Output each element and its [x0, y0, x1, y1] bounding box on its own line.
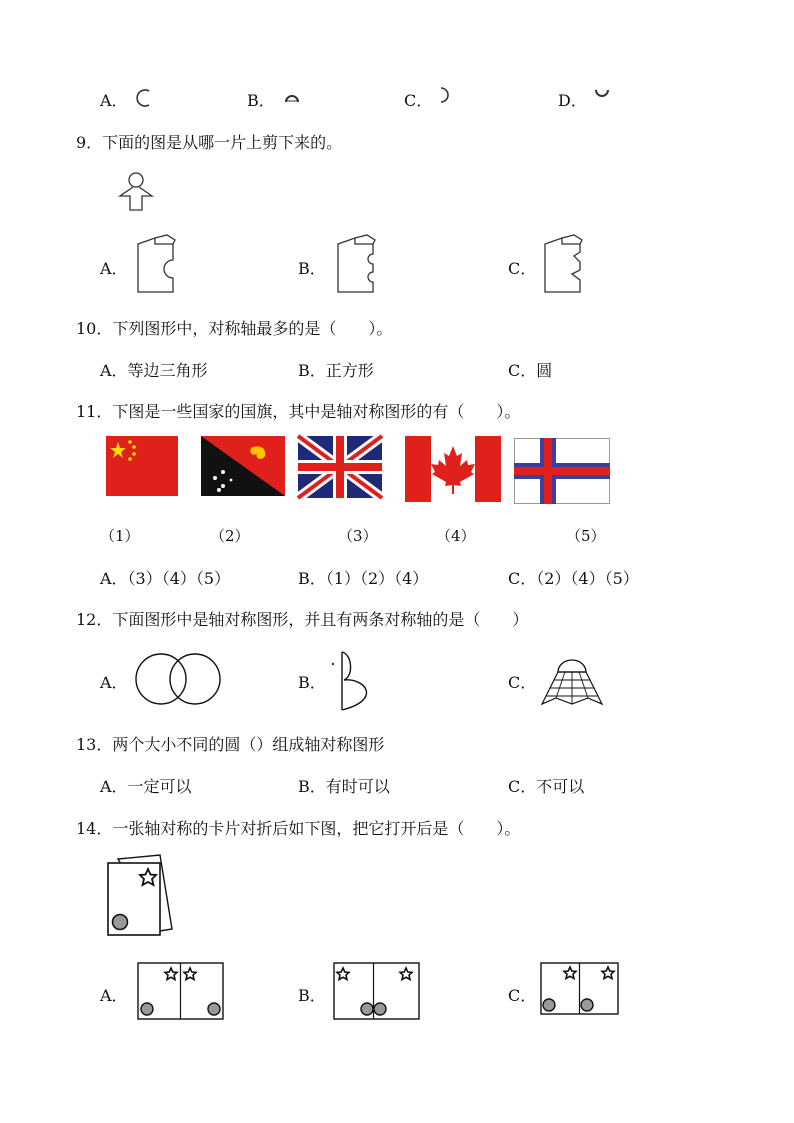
folded-paper-a-figure	[133, 234, 181, 296]
q12-option-a[interactable]: A．	[100, 673, 128, 692]
flag-label-1: （1）	[100, 527, 140, 545]
flag-canada-image	[405, 436, 501, 502]
q14-stem: 14．一张轴对称的卡片对折后如下图，把它打开后是（ ）。	[76, 819, 521, 838]
flag-label-4: （4）	[436, 527, 476, 545]
q8-option-d[interactable]: D．	[558, 91, 587, 110]
paper-doll-cutout-figure	[118, 172, 154, 212]
letter-b-shape-figure	[330, 650, 380, 714]
open-card-c-figure	[540, 962, 620, 1016]
arch-shape-icon	[284, 90, 300, 104]
shuttlecock-figure	[540, 652, 604, 706]
q9-option-a[interactable]: A．	[100, 259, 128, 278]
q10-option-c[interactable]: C．圆	[508, 361, 553, 380]
q8-option-a[interactable]: A．	[100, 91, 128, 110]
flag-papua-new-guinea-image	[201, 436, 285, 496]
q14-option-c[interactable]: C．	[508, 986, 537, 1005]
q12-stem: 12．下面图形中是轴对称图形，并且有两条对称轴的是（ ）	[76, 610, 529, 629]
q11-option-b[interactable]: B．（1）（2）（4）	[298, 569, 429, 588]
q9-option-b[interactable]: B．	[298, 259, 326, 278]
folded-card-figure	[104, 855, 174, 939]
q9-stem: 9．下面的图是从哪一片上剪下来的。	[76, 133, 343, 152]
q12-option-b[interactable]: B．	[298, 673, 326, 692]
reverse-c-shape-icon	[438, 86, 452, 104]
folded-paper-c-figure	[540, 234, 588, 296]
flag-cross-image	[514, 438, 610, 504]
q13-option-a[interactable]: A．一定可以	[100, 777, 192, 796]
overlapping-circles-figure	[134, 652, 224, 706]
open-card-a-figure	[137, 962, 225, 1020]
open-c-shape-icon	[134, 88, 154, 108]
flag-label-3: （3）	[338, 527, 378, 545]
q11-option-a[interactable]: A．（3）（4）（5）	[100, 569, 231, 588]
q10-option-b[interactable]: B．正方形	[298, 361, 374, 380]
flag-label-2: （2）	[210, 527, 250, 545]
open-card-b-figure	[333, 962, 421, 1020]
q14-option-a[interactable]: A．	[100, 986, 128, 1005]
q8-option-c[interactable]: C．	[404, 91, 433, 110]
cup-shape-icon	[594, 88, 610, 102]
q13-option-b[interactable]: B．有时可以	[298, 777, 390, 796]
q12-option-c[interactable]: C．	[508, 673, 537, 692]
flag-label-5: （5）	[566, 527, 606, 545]
flag-united-kingdom-image	[298, 436, 382, 498]
q8-option-b[interactable]: B．	[247, 91, 275, 110]
q10-option-a[interactable]: A．等边三角形	[100, 361, 208, 380]
flag-china-image	[106, 436, 178, 496]
q11-stem: 11．下图是一些国家的国旗，其中是轴对称图形的有（ ）。	[76, 402, 521, 421]
q14-option-b[interactable]: B．	[298, 986, 326, 1005]
q11-option-c[interactable]: C．（2）（4）（5）	[508, 569, 639, 588]
q13-stem: 13．两个大小不同的圆（）组成轴对称图形	[76, 735, 385, 754]
q9-option-c[interactable]: C．	[508, 259, 537, 278]
q13-option-c[interactable]: C．不可以	[508, 777, 585, 796]
q10-stem: 10．下列图形中，对称轴最多的是（ ）。	[76, 319, 393, 338]
folded-paper-b-figure	[333, 234, 381, 296]
